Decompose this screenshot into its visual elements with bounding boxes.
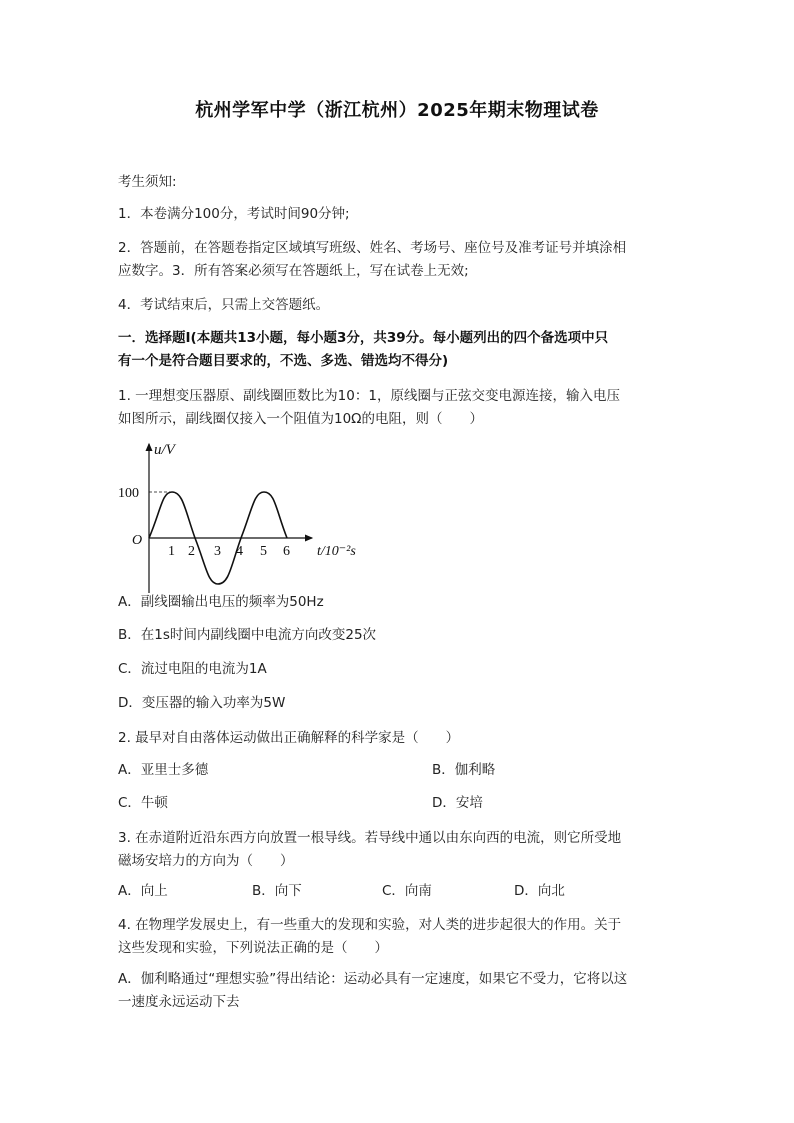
notice-heading: 考生须知: [118,174,177,190]
notice-item-2-line-1: 2．答题前，在答题卷指定区域填写班级、姓名、考场号、座位号及准考证号并填涂相 [118,240,627,256]
q2-stem: 2. 最早对自由落体运动做出正确解释的科学家是（ ） [118,730,460,746]
y-axis-label: u/V [154,442,175,458]
origin-label: O [132,533,143,548]
notice-item-2-line-2: 应数字。3．所有答案必须写在答题纸上，写在试卷上无效; [118,263,469,279]
section-heading-line-2: 有一个是符合题目要求的，不选、多选、错选均不得分) [118,353,449,369]
section-heading-line-1: 一．选择题Ⅰ(本题共13小题，每小题3分，共39分。每小题列出的四个备选项中只 [118,330,609,346]
q4-stem-line-2: 这些发现和实验，下列说法正确的是（ ） [118,940,388,956]
x-tick-3: 3 [214,544,221,559]
q2-option-d: D．安培 [432,795,483,811]
q1-option-c: C．流过电阻的电流为1A [118,661,267,677]
q1-option-d: D．变压器的输入功率为5W [118,695,286,711]
q3-option-d: D．向北 [514,883,565,899]
q4-option-a-line-1: A．伽利略通过“理想实验”得出结论：运动必具有一定速度，如果它不受力，它将以这 [118,971,628,987]
q4-stem-line-1: 4. 在物理学发展史上，有一些重大的发现和实验，对人类的进步起很大的作用。关于 [118,917,622,933]
q1-stem-line-1: 1. 一理想变压器原、副线圈匝数比为10：1，原线圈与正弦交变电源连接，输入电压 [118,388,620,404]
q4-option-a-line-2: 一速度永远运动下去 [118,994,240,1010]
q1-stem-line-2: 如图所示，副线圈仅接入一个阻值为10Ω的电阻，则（ ） [118,411,483,427]
x-tick-5: 5 [260,544,267,559]
x-tick-4: 4 [236,544,243,559]
q3-stem-line-1: 3. 在赤道附近沿东西方向放置一根导线。若导线中通以由东向西的电流，则它所受地 [118,830,622,846]
y-tick-100: 100 [118,486,139,501]
notice-item-1: 1．本卷满分100分，考试时间90分钟; [118,206,350,222]
q1-option-b: B．在1s时间内副线圈中电流方向改变25次 [118,627,377,643]
x-tick-6: 6 [283,544,290,559]
q3-option-a: A．向上 [118,883,168,899]
q1-option-a: A．副线圈输出电压的频率为50Hz [118,594,324,610]
q2-option-b: B．伽利略 [432,762,496,778]
notice-item-4: 4．考试结束后，只需上交答题纸。 [118,297,330,313]
x-axis-label: t/10⁻²s [317,544,356,559]
voltage-time-graph [114,438,374,593]
q3-option-b: B．向下 [252,883,302,899]
q2-option-a: A．亚里士多德 [118,762,209,778]
x-tick-1: 1 [168,544,175,559]
q3-stem-line-2: 磁场安培力的方向为（ ） [118,853,294,869]
q3-option-c: C．向南 [382,883,432,899]
x-tick-2: 2 [188,544,195,559]
page-title: 杭州学军中学（浙江杭州）2025年期末物理试卷 [195,100,599,121]
q2-option-c: C．牛顿 [118,795,168,811]
